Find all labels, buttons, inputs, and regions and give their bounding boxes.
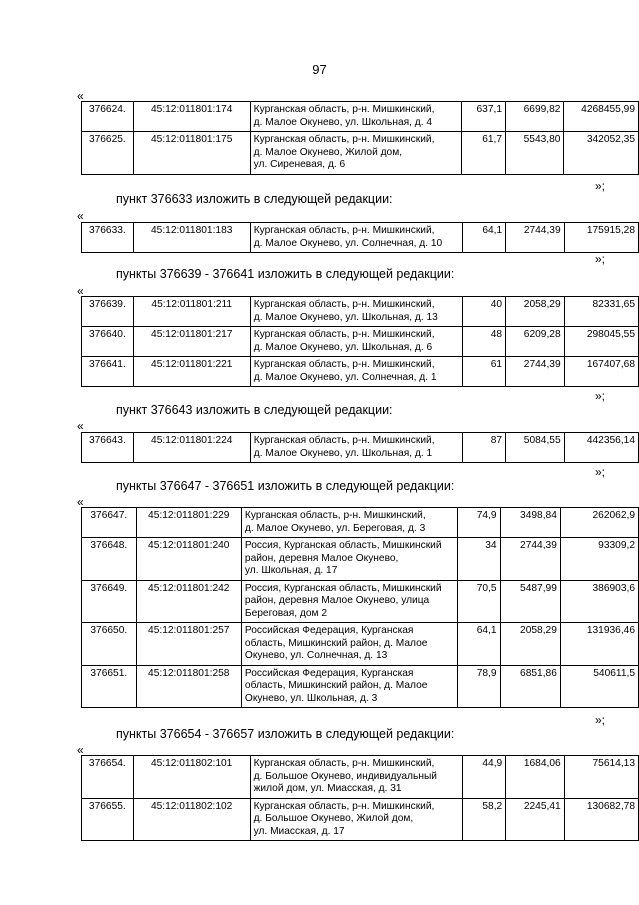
area-cell: 637,1 xyxy=(462,102,506,132)
open-quote: « xyxy=(77,89,84,103)
unit-value-cell: 2744,39 xyxy=(500,538,560,581)
area-cell: 78,9 xyxy=(458,665,500,708)
open-quote: « xyxy=(77,495,84,509)
table-row xyxy=(82,357,639,387)
area-cell: 64,1 xyxy=(458,623,500,666)
area-cell: 87 xyxy=(462,433,505,463)
cadastral-number-cell: 45:12:011801:242 xyxy=(136,580,241,623)
property-table xyxy=(81,296,639,387)
cadastral-value-cell: 4268455,99 xyxy=(564,102,639,132)
cadastral-value-cell: 298045,55 xyxy=(564,327,638,357)
cadastral-number-cell: 45:12:011801:217 xyxy=(133,327,250,357)
address-cell: Российская Федерация, Курганская область, Мишкинский район, д. Малое Окунево, ул. Солнечная, д. 13 xyxy=(241,623,457,666)
cadastral-value-cell: 175915,28 xyxy=(564,223,638,253)
item-number-cell: 376640. xyxy=(82,327,134,357)
unit-value-cell: 2744,39 xyxy=(506,357,565,387)
cadastral-value-cell: 167407,68 xyxy=(564,357,638,387)
address-cell: Курганская область, р-н. Мишкинский, д. Большое Окунево, индивидуальный жилой дом, ул. Миасская, д. 31 xyxy=(250,756,462,799)
cadastral-value-cell: 93309,2 xyxy=(560,538,638,581)
cadastral-number-cell: 45:12:011801:211 xyxy=(133,297,250,327)
area-cell: 74,9 xyxy=(458,508,500,538)
item-number-cell: 376648. xyxy=(82,538,137,581)
open-quote: « xyxy=(77,284,84,298)
cadastral-number-cell: 45:12:011801:229 xyxy=(136,508,241,538)
address-cell: Курганская область, р-н. Мишкинский, д. Малое Окунево, ул. Солнечная, д. 10 xyxy=(250,223,462,253)
unit-value-cell: 6851,86 xyxy=(500,665,560,708)
property-table xyxy=(81,507,639,708)
area-cell: 70,5 xyxy=(458,580,500,623)
item-number-cell: 376639. xyxy=(82,297,134,327)
table-row xyxy=(82,327,639,357)
item-number-cell: 376641. xyxy=(82,357,134,387)
table-row xyxy=(82,508,639,538)
area-cell: 61 xyxy=(462,357,505,387)
cadastral-number-cell: 45:12:011801:175 xyxy=(133,132,250,175)
unit-value-cell: 5543,80 xyxy=(506,132,564,175)
cadastral-value-cell: 540611,5 xyxy=(560,665,638,708)
cadastral-number-cell: 45:12:011801:174 xyxy=(133,102,250,132)
cadastral-number-cell: 45:12:011801:258 xyxy=(136,665,241,708)
area-cell: 61,7 xyxy=(462,132,506,175)
property-table xyxy=(81,101,639,175)
table-row xyxy=(82,665,639,708)
item-number-cell: 376647. xyxy=(82,508,137,538)
cadastral-value-cell: 342052,35 xyxy=(564,132,639,175)
page-number: 97 xyxy=(312,62,327,77)
property-table xyxy=(81,432,639,463)
open-quote: « xyxy=(77,743,84,757)
table-row xyxy=(82,538,639,581)
table-row xyxy=(82,297,639,327)
address-cell: Курганская область, р-н. Мишкинский, д. Большое Окунево, Жилой дом, ул. Миасская, д. 17 xyxy=(250,798,462,841)
area-cell: 40 xyxy=(462,297,505,327)
unit-value-cell: 2245,41 xyxy=(506,798,564,841)
close-quote: »; xyxy=(595,713,606,727)
amendment-instruction: пункты 376654 - 376657 изложить в следующей редакции: xyxy=(116,727,455,741)
area-cell: 44,9 xyxy=(462,756,505,799)
area-cell: 48 xyxy=(462,327,505,357)
open-quote: « xyxy=(77,419,84,433)
unit-value-cell: 2058,29 xyxy=(500,623,560,666)
area-cell: 34 xyxy=(458,538,500,581)
table-row xyxy=(82,623,639,666)
item-number-cell: 376643. xyxy=(82,433,134,463)
cadastral-number-cell: 45:12:011801:221 xyxy=(133,357,250,387)
address-cell: Россия, Курганская область, Мишкинский район, деревня Малое Окунево, улица Береговая, дом 2 xyxy=(241,580,457,623)
cadastral-number-cell: 45:12:011802:102 xyxy=(133,798,250,841)
cadastral-number-cell: 45:12:011802:101 xyxy=(133,756,250,799)
unit-value-cell: 2744,39 xyxy=(506,223,564,253)
address-cell: Курганская область, р-н. Мишкинский, д. Малое Окунево, ул. Школьная, д. 1 xyxy=(250,433,462,463)
cadastral-number-cell: 45:12:011801:257 xyxy=(136,623,241,666)
unit-value-cell: 1684,06 xyxy=(506,756,564,799)
unit-value-cell: 2058,29 xyxy=(506,297,565,327)
item-number-cell: 376654. xyxy=(82,756,134,799)
item-number-cell: 376655. xyxy=(82,798,134,841)
amendment-instruction: пункты 376639 - 376641 изложить в следующей редакции: xyxy=(116,267,455,281)
area-cell: 64,1 xyxy=(462,223,505,253)
area-cell: 58,2 xyxy=(462,798,505,841)
unit-value-cell: 3498,84 xyxy=(500,508,560,538)
item-number-cell: 376649. xyxy=(82,580,137,623)
item-number-cell: 376624. xyxy=(82,102,134,132)
cadastral-value-cell: 131936,46 xyxy=(560,623,638,666)
cadastral-number-cell: 45:12:011801:240 xyxy=(136,538,241,581)
unit-value-cell: 5084,55 xyxy=(506,433,565,463)
address-cell: Россия, Курганская область, Мишкинский район, деревня Малое Окунево, ул. Школьная, д. 17 xyxy=(241,538,457,581)
close-quote: »; xyxy=(595,179,606,193)
property-table xyxy=(81,755,639,841)
amendment-instruction: пункты 376647 - 376651 изложить в следующей редакции: xyxy=(116,479,455,493)
address-cell: Курганская область, р-н. Мишкинский, д. Малое Окунево, ул. Школьная, д. 6 xyxy=(250,327,462,357)
cadastral-value-cell: 130682,78 xyxy=(564,798,638,841)
address-cell: Курганская область, р-н. Мишкинский, д. Малое Окунево, ул. Солнечная, д. 1 xyxy=(250,357,462,387)
address-cell: Курганская область, р-н. Мишкинский, д. Малое Окунево, ул. Школьная, д. 4 xyxy=(250,102,462,132)
unit-value-cell: 6699,82 xyxy=(506,102,564,132)
unit-value-cell: 5487,99 xyxy=(500,580,560,623)
cadastral-value-cell: 386903,6 xyxy=(560,580,638,623)
address-cell: Российская Федерация, Курганская область, Мишкинский район, д. Малое Окунево, ул. Школьная, д. 3 xyxy=(241,665,457,708)
close-quote: »; xyxy=(595,252,606,266)
table-row xyxy=(82,223,639,253)
table-row xyxy=(82,798,639,841)
amendment-instruction: пункт 376643 изложить в следующей редакции: xyxy=(116,403,393,417)
table-row xyxy=(82,132,639,175)
cadastral-number-cell: 45:12:011801:224 xyxy=(133,433,250,463)
item-number-cell: 376651. xyxy=(82,665,137,708)
close-quote: »; xyxy=(595,465,606,479)
unit-value-cell: 6209,28 xyxy=(506,327,565,357)
open-quote: « xyxy=(77,209,84,223)
cadastral-value-cell: 442356,14 xyxy=(564,433,638,463)
address-cell: Курганская область, р-н. Мишкинский, д. Малое Окунево, ул. Школьная, д. 13 xyxy=(250,297,462,327)
item-number-cell: 376650. xyxy=(82,623,137,666)
close-quote: »; xyxy=(595,389,606,403)
item-number-cell: 376633. xyxy=(82,223,134,253)
item-number-cell: 376625. xyxy=(82,132,134,175)
table-row xyxy=(82,756,639,799)
table-row xyxy=(82,102,639,132)
cadastral-value-cell: 75614,13 xyxy=(564,756,638,799)
cadastral-number-cell: 45:12:011801:183 xyxy=(133,223,250,253)
property-table xyxy=(81,222,639,253)
cadastral-value-cell: 262062,9 xyxy=(560,508,638,538)
address-cell: Курганская область, р-н. Мишкинский, д. Малое Окунево, Жилой дом, ул. Сиреневая, д. 6 xyxy=(250,132,462,175)
address-cell: Курганская область, р-н. Мишкинский, д. Малое Окунево, ул. Береговая, д. 3 xyxy=(241,508,457,538)
amendment-instruction: пункт 376633 изложить в следующей редакции: xyxy=(116,192,393,206)
table-row xyxy=(82,580,639,623)
cadastral-value-cell: 82331,65 xyxy=(564,297,638,327)
table-row xyxy=(82,433,639,463)
